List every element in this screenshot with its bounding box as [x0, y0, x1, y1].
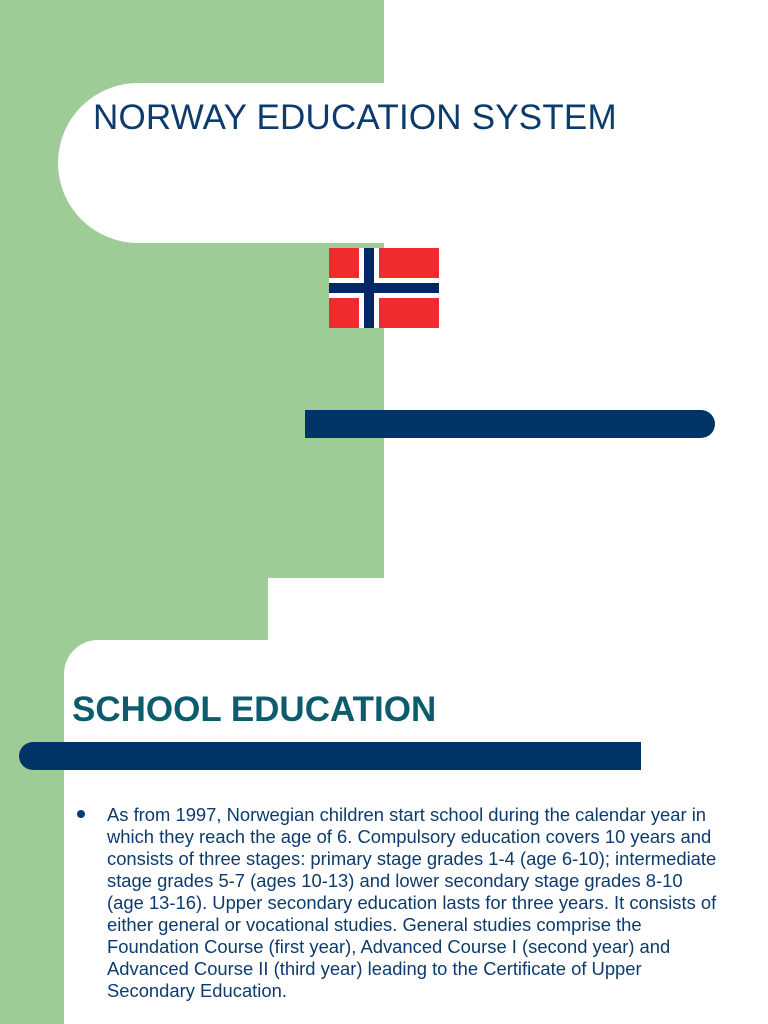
decorative-bar [19, 742, 641, 770]
flag-cross-blue-horizontal [329, 283, 439, 293]
bullet-icon [77, 810, 85, 818]
presentation-title: NORWAY EDUCATION SYSTEM [93, 98, 617, 137]
decorative-bar [305, 410, 715, 438]
slide-heading: SCHOOL EDUCATION [72, 690, 437, 729]
norway-flag-icon [329, 248, 439, 328]
bullet-paragraph: As from 1997, Norwegian children start school during the calendar year in which they reach the age of 6. Compulsory education covers 10 years and consists of three stages: primary stage grades 1-4 (age 6-10); intermediate stage grades 5-7 (ages 10-13) and lower secondary stage grades 8-10 (age 13-16). Upper secondary education lasts for three years. It consists of either general or vocational studies. General studies comprise the Foundation Course (first year), Advanced Course I (second year) and Advanced Course II (third year) leading to the Certificate of Upper Secondary Education. [107, 804, 717, 1001]
slide-school-education [0, 578, 768, 1024]
